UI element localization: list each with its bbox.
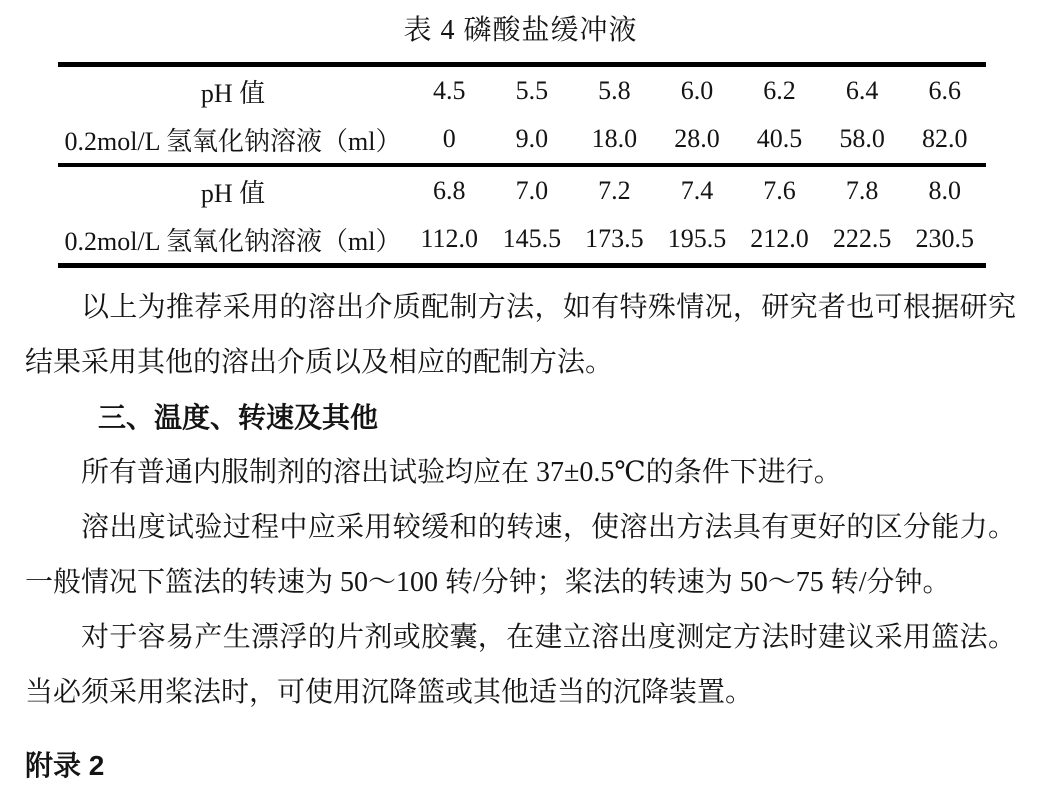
- table-caption: 表 4 磷酸盐缓冲液: [403, 15, 638, 46]
- table-cell: 7.6: [763, 176, 796, 205]
- table-cell: 230.5: [915, 224, 974, 253]
- table-section-1: [58, 65, 986, 166]
- table-row-naoh-1: [58, 115, 986, 165]
- paragraph-media-note: 以上为推荐采用的溶出介质配制方法，如有特殊情况，研究者也可根据研究结果采用其他的溶出介质以及相应的配制方法。: [25, 292, 1016, 378]
- table-cell: 18.0: [591, 124, 638, 153]
- paragraph-temperature: 所有普通内服制剂的溶出试验均应在 37±0.5℃的条件下进行。: [81, 457, 842, 488]
- table-cell: 222.5: [832, 224, 892, 253]
- row-label-naoh: 0.2mol/L 氢氧化钠溶液（ml）: [64, 226, 402, 256]
- table-cell: 9.0: [515, 124, 549, 153]
- table-cell: 173.5: [585, 224, 644, 253]
- table-cell: 40.5: [756, 124, 803, 153]
- table-cell: 7.2: [598, 176, 631, 205]
- table-cell: 145.5: [502, 224, 562, 253]
- table-cell: 212.0: [750, 224, 809, 253]
- table-cell: 5.5: [515, 76, 549, 105]
- table-cell: 7.4: [680, 176, 714, 205]
- table-cell: 82.0: [921, 124, 968, 153]
- row-label-ph: pH 值: [200, 178, 266, 208]
- table-cell: 6.4: [845, 76, 879, 105]
- table-cell: 58.0: [839, 124, 885, 153]
- table-cell: 6.6: [928, 76, 961, 105]
- table-row-ph-2: [58, 165, 986, 215]
- table-cell: 7.0: [515, 176, 549, 205]
- paragraph-floating-dosage: 对于容易产生漂浮的片剂或胶囊，在建立溶出度测定方法时建议采用篮法。当必须采用桨法时，可使用沉降篮或其他适当的沉降装置。: [25, 622, 1016, 708]
- appendix-label: 附录 2: [25, 750, 105, 781]
- table-cell: 6.2: [763, 76, 796, 105]
- table-row-ph-1: [58, 65, 986, 116]
- paragraph-rotation-speed: 溶出度试验过程中应采用较缓和的转速，使溶出方法具有更好的区分能力。一般情况下篮法的转速为 50～100 转/分钟；桨法的转速为 50～75 转/分钟。: [25, 512, 1016, 598]
- section-heading-temperature-speed: 三、温度、转速及其他: [98, 402, 379, 433]
- table-section-2: [58, 165, 986, 266]
- table-cell: 7.8: [845, 176, 879, 205]
- table-row-naoh-2: [58, 215, 986, 266]
- table-cell: 4.5: [433, 76, 466, 105]
- table-cell: 5.8: [598, 76, 631, 105]
- table-cell: 8.0: [928, 176, 961, 205]
- body-text: [25, 280, 1016, 793]
- phosphate-buffer-table: [58, 62, 986, 268]
- table-cell: 6.0: [680, 76, 714, 105]
- table-cell: 0: [442, 124, 456, 153]
- table-cell: 112.0: [420, 224, 479, 253]
- row-label-ph: pH 值: [200, 78, 266, 108]
- table-cell: 28.0: [674, 124, 720, 153]
- table-cell: 195.5: [667, 224, 727, 253]
- row-label-naoh: 0.2mol/L 氢氧化钠溶液（ml）: [64, 126, 402, 156]
- table-cell: 6.8: [433, 176, 466, 205]
